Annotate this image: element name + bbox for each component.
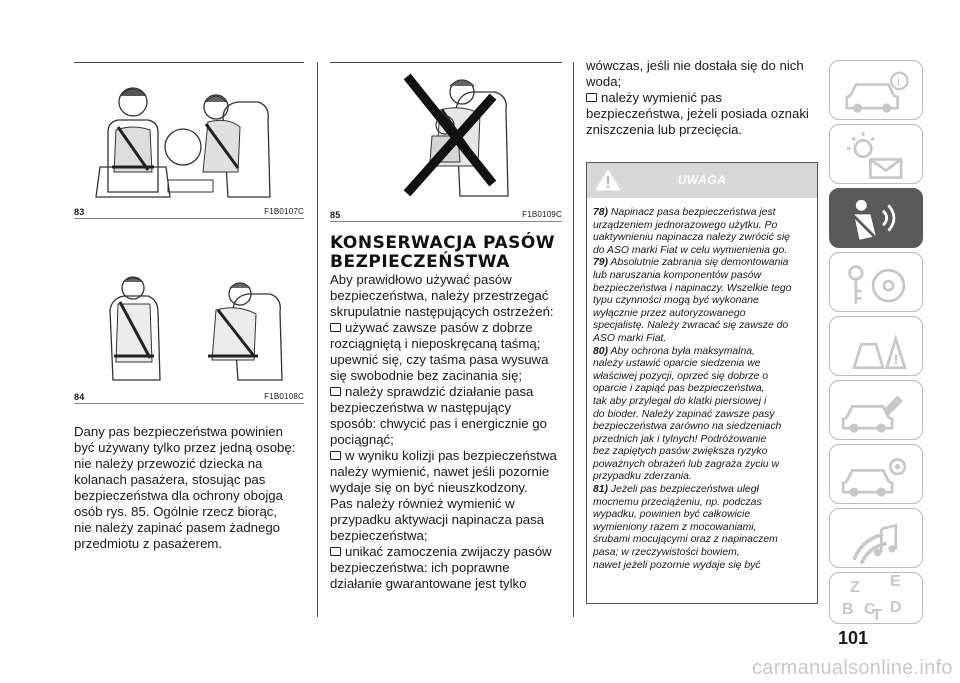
warning-line: [593, 220, 815, 233]
bullet-item: [586, 90, 821, 106]
warning-line: [593, 333, 815, 346]
text-line: być używany tylko przez jedną osobę:: [74, 440, 296, 455]
warning-line-text: mocnemu przeciążeniu, np. podczas: [593, 496, 762, 508]
warning-line: [593, 295, 815, 308]
line-text: się swobodnie bez zacinania się;: [330, 368, 523, 383]
warning-line-text: Aby ochrona była maksymalna,: [610, 345, 755, 357]
figure-number: 84: [74, 392, 85, 402]
line-text: przypadku aktywacji napinacza pasa: [330, 512, 545, 527]
col1-paragraph: [74, 424, 314, 552]
page-number: 101: [838, 628, 869, 648]
warning-line: [593, 409, 815, 422]
figure-84-illustration: [88, 270, 288, 385]
chapter-tab[interactable]: [829, 252, 923, 312]
line-text: działanie gwarantowane jest tylko: [330, 576, 527, 591]
emergency-icon: [830, 317, 918, 375]
figure-number: 85: [330, 210, 341, 220]
watermark: carmanualsonline.info: [752, 657, 953, 679]
note-number: 79): [593, 257, 609, 269]
chapter-tab[interactable]: [829, 380, 923, 440]
warning-line: [593, 383, 815, 396]
warning-line-text: do ASO marki Fiat w celu wymienienia go.: [593, 244, 788, 256]
figure-code: F1B0108C: [264, 392, 304, 401]
text-line: nie należy zapinać pasem żadnego: [74, 520, 281, 535]
bullet-item: [330, 544, 575, 560]
warning-line-text: uaktywnieniu napinacza należy zwrócić się: [593, 232, 790, 244]
maintenance-icon: [830, 381, 918, 439]
warning-line-text: przypadku zderzania.: [593, 471, 692, 483]
chapter-tab[interactable]: [829, 508, 923, 568]
warning-line: [593, 484, 815, 497]
text-line: [330, 464, 575, 480]
chapter-tab[interactable]: [829, 124, 923, 184]
warning-line: [593, 396, 815, 409]
warning-line-text: pasa; w rzeczywistości bowiem,: [593, 547, 740, 559]
line-text: unikać zamoczenia zwijaczy pasów: [345, 544, 552, 559]
section-heading: [330, 234, 570, 272]
chapter-tab[interactable]: [829, 572, 923, 624]
line-text: bezpieczeństwa;: [330, 528, 428, 543]
warning-box: [586, 162, 818, 604]
warning-line-text: ASO marki Fiat.: [593, 332, 667, 344]
index-letter: Z: [850, 579, 860, 596]
text-line: [330, 304, 575, 320]
text-line: przedmiotu z pasażerem.: [74, 536, 223, 551]
line-text: bezpieczeństwa, należy przestrzegać: [330, 288, 549, 303]
bullet-item: [330, 320, 575, 336]
text-line: [330, 400, 575, 416]
warning-line-text: bezpieczeństwa i napinaczy. Wszelkie tego: [593, 282, 792, 294]
text-line: [330, 288, 575, 304]
warning-line-text: wyłącznie przez autoryzowanego: [593, 307, 746, 319]
text-line: [330, 560, 575, 576]
warning-line-text: należy ustawić oparcie siedzenia we: [593, 358, 761, 370]
caption-rule-84: [74, 403, 304, 404]
text-line: nie należy przewozić dziecka na: [74, 456, 263, 471]
warning-line-text: śrubami mocującymi oraz z napinaczem: [593, 534, 778, 546]
line-text: bezpieczeństwa: ich poprawne: [330, 560, 510, 575]
warning-line-text: wymieniony razem z mocowaniami,: [593, 521, 757, 533]
warning-line: [593, 547, 815, 560]
warning-line: [593, 308, 815, 321]
warning-line: [593, 207, 815, 220]
warning-line: [593, 434, 815, 447]
warning-line: [593, 534, 815, 547]
index-letter: E: [890, 573, 901, 590]
warning-title: UWAGA: [677, 173, 727, 187]
text-line: [330, 352, 575, 368]
line-text: w wyniku kolizji pas bezpieczeństwa: [345, 448, 557, 463]
bullet-box-icon: [330, 323, 341, 332]
warning-line-text: Jeżeli pas bezpieczeństwa uległ: [610, 484, 759, 496]
text-line: [330, 432, 575, 448]
line-text: bezpieczeństwa, jeżeli posiada oznaki: [586, 106, 809, 121]
caption-rule-85: [330, 221, 562, 222]
index-letter: T: [872, 607, 882, 624]
line-text: należy wymienić pas: [601, 90, 722, 105]
warning-line: [593, 358, 815, 371]
multimedia-icon: [830, 509, 918, 567]
warning-line: [593, 232, 815, 245]
warning-line: [593, 270, 815, 283]
warning-line-text: urządzeniem jednorazowego użytku. Po: [593, 219, 778, 231]
warning-line: [593, 497, 815, 510]
caption-rule-83: [74, 218, 304, 219]
note-number: 80): [593, 345, 609, 357]
warning-line-text: typu czynności mogą być wykonane: [593, 295, 759, 307]
col3-text: [586, 58, 821, 138]
key-steering-icon: [830, 253, 918, 311]
warning-line: [593, 245, 815, 258]
line-text: sposób: chwycić pas i energicznie go: [330, 416, 547, 431]
car-info-icon: [830, 61, 918, 119]
warning-line: [593, 320, 815, 333]
figure-83-illustration: [88, 72, 288, 202]
text-line: [330, 528, 575, 544]
note-number: 78): [593, 207, 609, 218]
warning-line: [593, 346, 815, 359]
text-line: [586, 106, 821, 122]
figure-84-caption: [74, 392, 304, 402]
text-line: bezpieczeństwa dla ochrony obojga: [74, 488, 283, 503]
technical-data-icon: [830, 445, 918, 503]
text-line: [330, 576, 575, 592]
line-text: upewnić się, czy taśma pasa wysuwa: [330, 352, 549, 367]
figure-85-caption: [330, 210, 562, 220]
warning-line-text: bez zapiętych pasów zwiększa ryzyko: [593, 446, 768, 458]
line-text: woda;: [586, 74, 622, 89]
heading-line: BEZPIECZEŃSTWA: [330, 252, 510, 272]
warning-line: [593, 471, 815, 484]
figure-number: 83: [74, 207, 85, 217]
col2-text: [330, 272, 575, 592]
figure-83-caption: [74, 207, 304, 217]
index-letter: B: [842, 601, 854, 618]
text-line: [330, 368, 575, 384]
text-line: [330, 272, 575, 288]
chapter-tab[interactable]: [829, 60, 923, 120]
line-text: należy sprawdzić działanie pasa: [345, 384, 534, 399]
warning-line-text: przednich jak i tylnych! Podróżowanie: [593, 433, 767, 445]
text-line: [330, 416, 575, 432]
bullet-item: [330, 384, 575, 400]
warning-lights-icon: [830, 125, 918, 183]
line-text: Aby prawidłowo używać pasów: [330, 272, 512, 287]
column-divider-2: [573, 62, 574, 617]
text-line: [330, 496, 575, 512]
warning-line: [593, 522, 815, 535]
warning-line-text: oparcie i zapiąć pas bezpieczeństwa,: [593, 383, 765, 395]
text-line: kolanach pasażera, stosując pas: [74, 472, 266, 487]
bullet-box-icon: [586, 93, 597, 102]
bullet-box-icon: [330, 387, 341, 396]
text-line: [330, 480, 575, 496]
warning-line: [593, 459, 815, 472]
line-text: wydaje się on być nieuszkodzony.: [330, 480, 528, 495]
bullet-box-icon: [330, 451, 341, 460]
warning-line-text: Absolutnie zabrania się demontowania: [610, 257, 789, 269]
warning-line: [593, 421, 815, 434]
warning-line: [593, 560, 815, 573]
warning-line-text: tak aby przylegał do klatki piersiowej i: [593, 395, 767, 407]
warning-line-text: lub naruszania komponentów pasów: [593, 269, 762, 281]
warning-line: [593, 446, 815, 459]
chapter-tab[interactable]: [829, 188, 923, 248]
text-line: Dany pas bezpieczeństwa powinien: [74, 424, 283, 439]
bullet-box-icon: [330, 547, 341, 556]
warning-line: [593, 283, 815, 296]
line-text: bezpieczeństwa w następujący: [330, 400, 512, 415]
text-line: [586, 74, 821, 90]
line-text: wówczas, jeśli nie dostała się do nich: [586, 58, 804, 73]
text-line: [330, 512, 575, 528]
warning-line: [593, 371, 815, 384]
chapter-tab[interactable]: [829, 316, 923, 376]
text-line: [330, 336, 575, 352]
heading-line: KONSERWACJA PASÓW: [330, 233, 556, 253]
line-text: pociągnąć;: [330, 432, 394, 447]
warning-line-text: bezpieczeństwa zarówno na siedzeniach: [593, 421, 782, 433]
column-divider-1: [317, 62, 318, 617]
line-text: zniszczenia lub przecięcia.: [586, 122, 743, 137]
line-text: rozciągniętą i nieposkręcaną taśmą;: [330, 336, 541, 351]
index-letter: D: [890, 599, 902, 616]
figure-code: F1B0109C: [522, 210, 562, 219]
warning-line: [593, 257, 815, 270]
warning-line-text: Napinacz pasa bezpieczeństwa jest: [610, 207, 776, 218]
index-letter: C: [864, 601, 876, 618]
warning-line-text: wypadku, powinien być całkowicie: [593, 509, 751, 521]
line-text: używać zawsze pasów z dobrze: [345, 320, 533, 335]
line-text: należy wymienić, nawet jeśli pozornie: [330, 464, 550, 479]
airbag-seatbelt-icon: [830, 189, 918, 247]
line-text: skrupulatnie następujących ostrzeżeń:: [330, 304, 554, 319]
svg-text:i: i: [896, 75, 901, 89]
top-rule-col1: [74, 62, 304, 63]
warning-line-text: poważnych obrażeń lub zagraża życiu w: [593, 458, 779, 470]
text-line: osób rys. 85. Ogólnie rzecz biorąc,: [74, 504, 278, 519]
line-text: Pas należy również wymienić w: [330, 496, 515, 511]
warning-line-text: do bioder. Należy zapinać zawsze pasy: [593, 408, 775, 420]
figure-code: F1B0107C: [264, 207, 304, 216]
warning-line-text: nawet jeżeli pozornie wydaje się być: [593, 559, 761, 571]
warning-text: [593, 207, 815, 572]
warning-line-text: właściwej pozycji, oprzeć się dobrze o: [593, 370, 768, 382]
note-number: 81): [593, 484, 609, 496]
chapter-tab[interactable]: [829, 444, 923, 504]
warning-line-text: specjalistę. Należy zwracać się zawsze do: [593, 320, 789, 332]
figure-85-illustration: [350, 70, 550, 202]
text-line: [586, 58, 821, 74]
bullet-item: [330, 448, 575, 464]
svg-text:!: !: [893, 352, 899, 368]
text-line: [586, 122, 821, 138]
warning-line: [593, 509, 815, 522]
top-rule-col2: [330, 62, 562, 63]
